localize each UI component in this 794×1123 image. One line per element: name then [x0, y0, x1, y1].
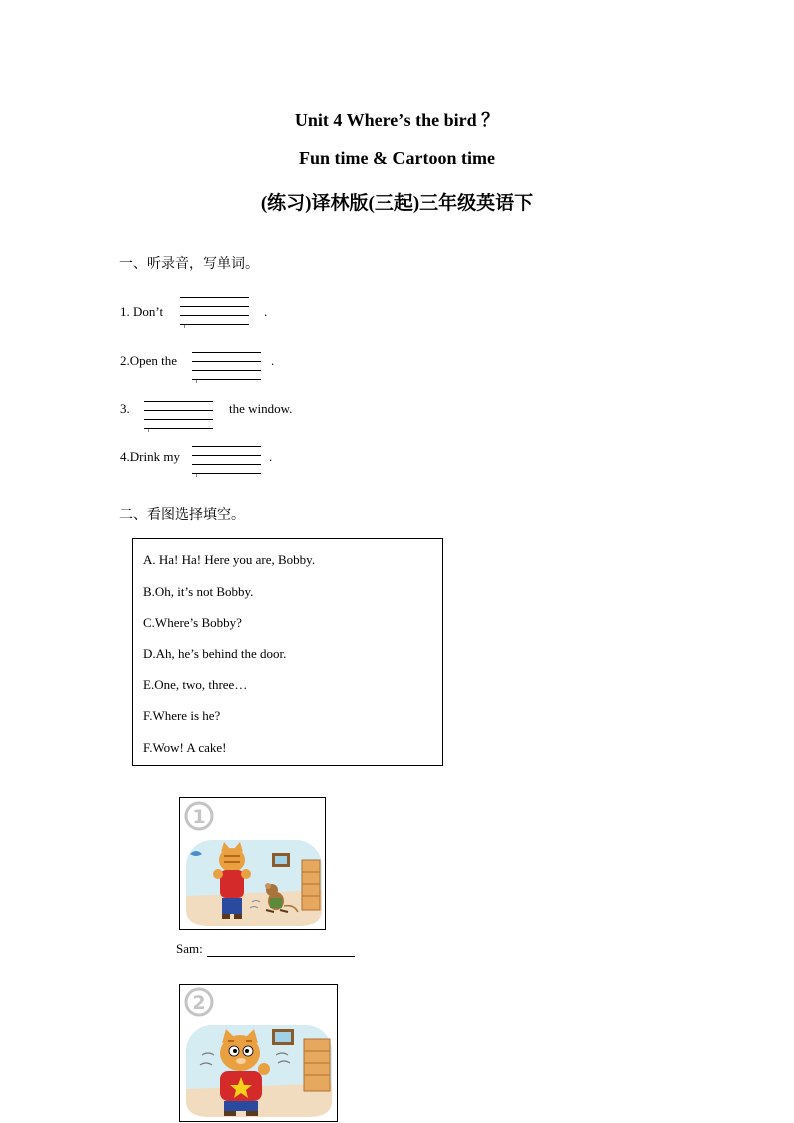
q1-suffix: . [264, 304, 268, 319]
q4-answer-blank[interactable] [192, 446, 261, 474]
options-box [132, 538, 443, 766]
q3-suffix: the window. [229, 401, 293, 416]
cartoon-scene-2 [186, 1025, 332, 1117]
page-title-line2: Fun time & Cartoon time [299, 148, 495, 168]
q4-suffix: . [269, 449, 273, 464]
option-e: E.One, two, three… [143, 677, 248, 692]
page-title-line3: (练习)译林版(三起)三年级英语下 [260, 193, 534, 214]
sam-answer-line[interactable] [207, 956, 355, 957]
option-f-cake: F.Wow! A cake! [143, 740, 227, 755]
picture-1-number: 1 [192, 806, 206, 828]
q2-prefix: 2.Open the [120, 353, 178, 368]
q3-answer-blank[interactable] [144, 401, 213, 429]
option-c: C.Where’s Bobby? [143, 615, 242, 630]
option-a: A. Ha! Ha! Here you are, Bobby. [143, 552, 316, 567]
cartoon-illustration-2 [180, 985, 337, 1121]
cartoon-picture-1 [179, 797, 326, 930]
cartoon-picture-2 [179, 984, 338, 1122]
option-b: B.Oh, it’s not Bobby. [143, 584, 254, 599]
option-f: F.Where is he? [143, 708, 221, 723]
section2-heading: 二、看图选择填空。 [119, 507, 245, 523]
picture-2-number: 2 [192, 992, 206, 1014]
q2-suffix: . [271, 353, 275, 368]
section1-heading: 一、听录音，写单词。 [119, 256, 259, 272]
option-d: D.Ah, he’s behind the door. [143, 646, 287, 661]
q4-prefix: 4.Drink my [120, 449, 180, 464]
q1-answer-blank[interactable] [180, 297, 249, 325]
page-title-line1: Unit 4 Where’s the bird ？ [294, 110, 500, 130]
q3-prefix: 3. [120, 401, 130, 416]
cartoon-illustration-1 [180, 798, 325, 929]
q1-prefix: 1. Don’t [120, 304, 164, 319]
sam-label: Sam: [176, 941, 203, 956]
cartoon-scene-1 [186, 840, 322, 926]
q2-answer-blank[interactable] [192, 352, 261, 380]
